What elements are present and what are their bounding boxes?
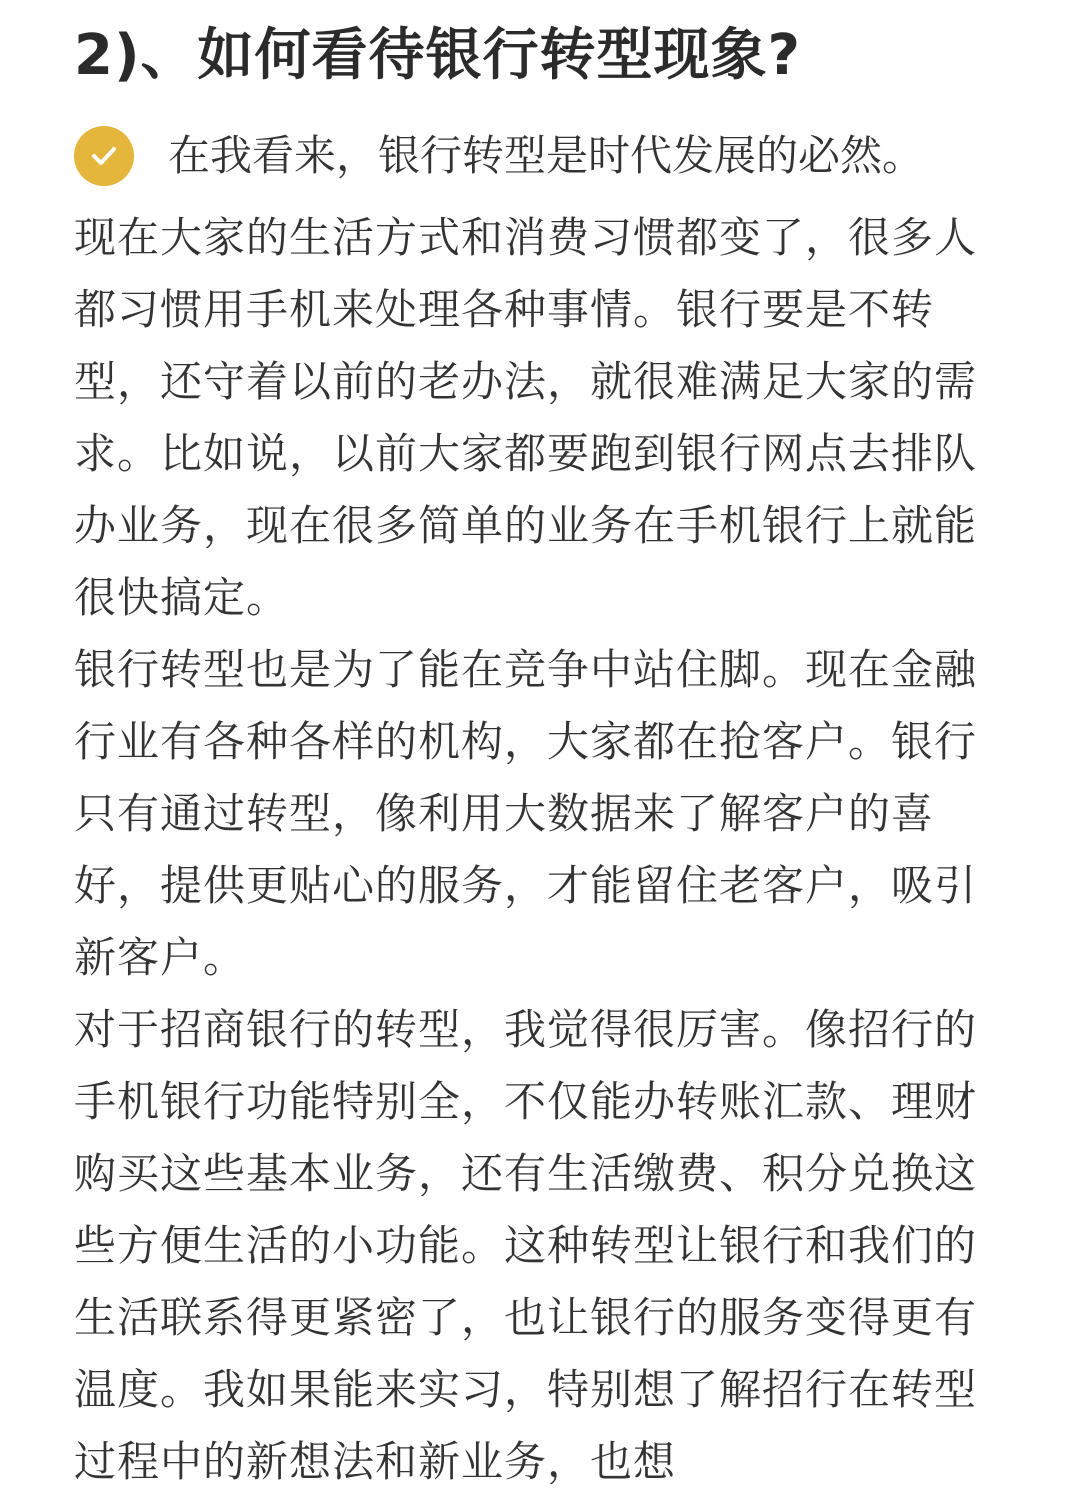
lead-statement xyxy=(74,126,1000,186)
page-title: 2)、如何看待银行转型现象? xyxy=(74,23,802,88)
checkmark-circle-icon xyxy=(74,126,134,186)
paragraph-competition: 银行转型也是为了能在竞争中站住脚。现在金融行业有各种各样的机构，大家都在抢客户。银行只有通过转型，像利用大数据来了解客户的喜好，提供更贴心的服务，才能留住老客户，吸引新客户。 xyxy=(74,645,978,982)
paragraph-cmb-transformation: 对于招商银行的转型，我觉得很厉害。像招行的手机银行功能特别全，不仅能办转账汇款、理财购买这些基本业务，还有生活缴费、积分兑换这些方便生活的小功能。这种转型让银行和我们的生活联系得更紧密了，也让银行的服务变得更有温度。我如果能来实习，特别想了解招行在转型过程中的新想法和新业务，也想 xyxy=(74,1005,978,1486)
paragraph-lifestyle-change: 现在大家的生活方式和消费习惯都变了，很多人都习惯用手机来处理各种事情。银行要是不转型，还守着以前的老办法，就很难满足大家的需求。比如说，以前大家都要跑到银行网点去排队办业务，现在很多简单的业务在手机银行上就能很快搞定。 xyxy=(74,213,978,622)
lead-text: 在我看来，银行转型是时代发展的必然。 xyxy=(168,131,925,180)
